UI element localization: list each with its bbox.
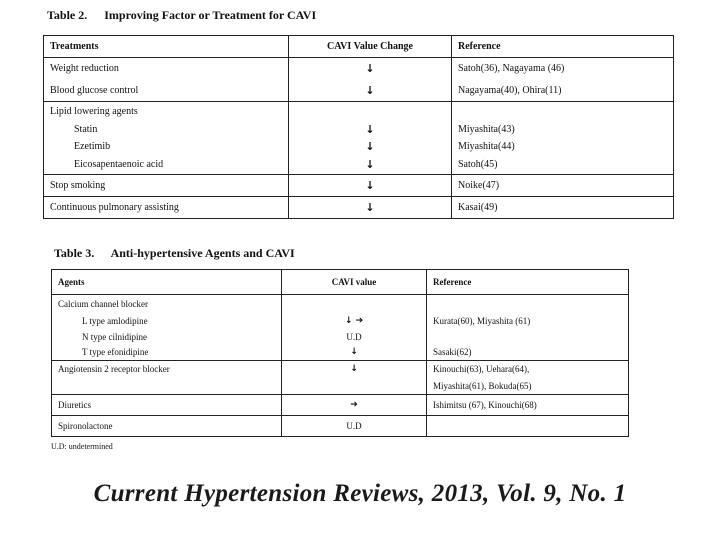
table-row: [44, 121, 674, 138]
table3-header-reference: Reference: [427, 270, 629, 295]
reference-cell: Ishimitsu (67), Kinouchi(68): [427, 395, 629, 416]
down-arrow-icon: ↓: [289, 155, 452, 175]
agent-cell: Diuretics: [52, 395, 282, 416]
table-row: [44, 58, 674, 80]
down-arrow-icon: ↓: [289, 58, 452, 80]
treatment-cell: Continuous pulmonary assisting: [44, 197, 289, 219]
table2-title: Improving Factor or Treatment for CAVI: [104, 8, 317, 22]
agent-cell: N type cilnidipine: [52, 329, 282, 345]
treatment-cell: Blood glucose control: [44, 80, 289, 102]
agent-cell: L type amlodipine: [52, 313, 282, 329]
down-right-arrow-icon: ↓ ➔: [282, 313, 427, 329]
table-row: [52, 313, 629, 329]
table3-title: Anti-hypertensive Agents and CAVI: [110, 246, 295, 260]
value-cell: U.D: [282, 329, 427, 345]
agent-group-cell: Calcium channel blocker: [52, 295, 282, 313]
reference-cell: Miyashita(43): [452, 121, 674, 138]
reference-cell: Miyashita(61), Bokuda(65): [427, 378, 629, 395]
table-row: [52, 361, 629, 378]
table-row: [52, 329, 629, 345]
table3-footnote: U.D: undetermined: [51, 442, 113, 451]
treatment-cell: Weight reduction: [44, 58, 289, 80]
table-row: [52, 295, 629, 313]
reference-cell: [427, 329, 629, 345]
treatment-group-cell: Lipid lowering agents: [44, 102, 289, 121]
down-arrow-icon: ↓: [289, 121, 452, 138]
reference-cell: Satoh(45): [452, 155, 674, 175]
table3: [51, 269, 629, 437]
reference-cell: Kinouchi(63), Uehara(64),: [427, 361, 629, 378]
journal-citation: Current Hypertension Reviews, 2013, Vol. 9, No. 1: [93, 480, 627, 507]
table2-caption: [47, 8, 316, 23]
down-arrow-icon: ↓: [289, 197, 452, 219]
table-row: [44, 155, 674, 175]
table-row: [44, 175, 674, 197]
reference-cell: [427, 416, 629, 437]
table2-header-reference: Reference: [452, 36, 674, 58]
table-row: [44, 80, 674, 102]
table2-header-change: CAVI Value Change: [289, 36, 452, 58]
reference-cell: Kasai(49): [452, 197, 674, 219]
agent-cell: Angiotensin 2 receptor blocker: [52, 361, 282, 378]
treatment-cell: Eicosapentaenoic acid: [44, 155, 289, 175]
down-arrow-icon: ↓: [289, 175, 452, 197]
down-arrow-icon: ↓: [282, 345, 427, 361]
treatment-cell: Stop smoking: [44, 175, 289, 197]
reference-cell: Miyashita(44): [452, 138, 674, 155]
table2-number: Table 2.: [47, 8, 88, 22]
table2: [43, 35, 674, 219]
down-arrow-icon: ↓: [289, 80, 452, 102]
table-row: [52, 378, 629, 395]
table3-caption: [54, 246, 295, 261]
reference-cell: Kurata(60), Miyashita (61): [427, 313, 629, 329]
down-arrow-icon: ↓: [282, 361, 427, 378]
right-arrow-icon: ➔: [282, 395, 427, 416]
table2-header-row: [44, 36, 674, 58]
treatment-cell: Ezetimib: [44, 138, 289, 155]
down-arrow-icon: ↓: [289, 138, 452, 155]
value-cell: U.D: [282, 416, 427, 437]
table-row: [52, 395, 629, 416]
reference-cell: Satoh(36), Nagayama (46): [452, 58, 674, 80]
table-row: [44, 102, 674, 121]
table3-header-agents: Agents: [52, 270, 282, 295]
table-row: [44, 197, 674, 219]
table-row: [52, 416, 629, 437]
table3-number: Table 3.: [54, 246, 95, 260]
reference-cell: Sasaki(62): [427, 345, 629, 361]
agent-cell: T type efonidipine: [52, 345, 282, 361]
table-row: [52, 345, 629, 361]
table-row: [44, 138, 674, 155]
table3-header-row: [52, 270, 629, 295]
table3-header-value: CAVI value: [282, 270, 427, 295]
reference-cell: Nagayama(40), Ohira(11): [452, 80, 674, 102]
treatment-cell: Statin: [44, 121, 289, 138]
table2-header-treatments: Treatments: [44, 36, 289, 58]
reference-cell: Noike(47): [452, 175, 674, 197]
agent-cell: Spironolactone: [52, 416, 282, 437]
